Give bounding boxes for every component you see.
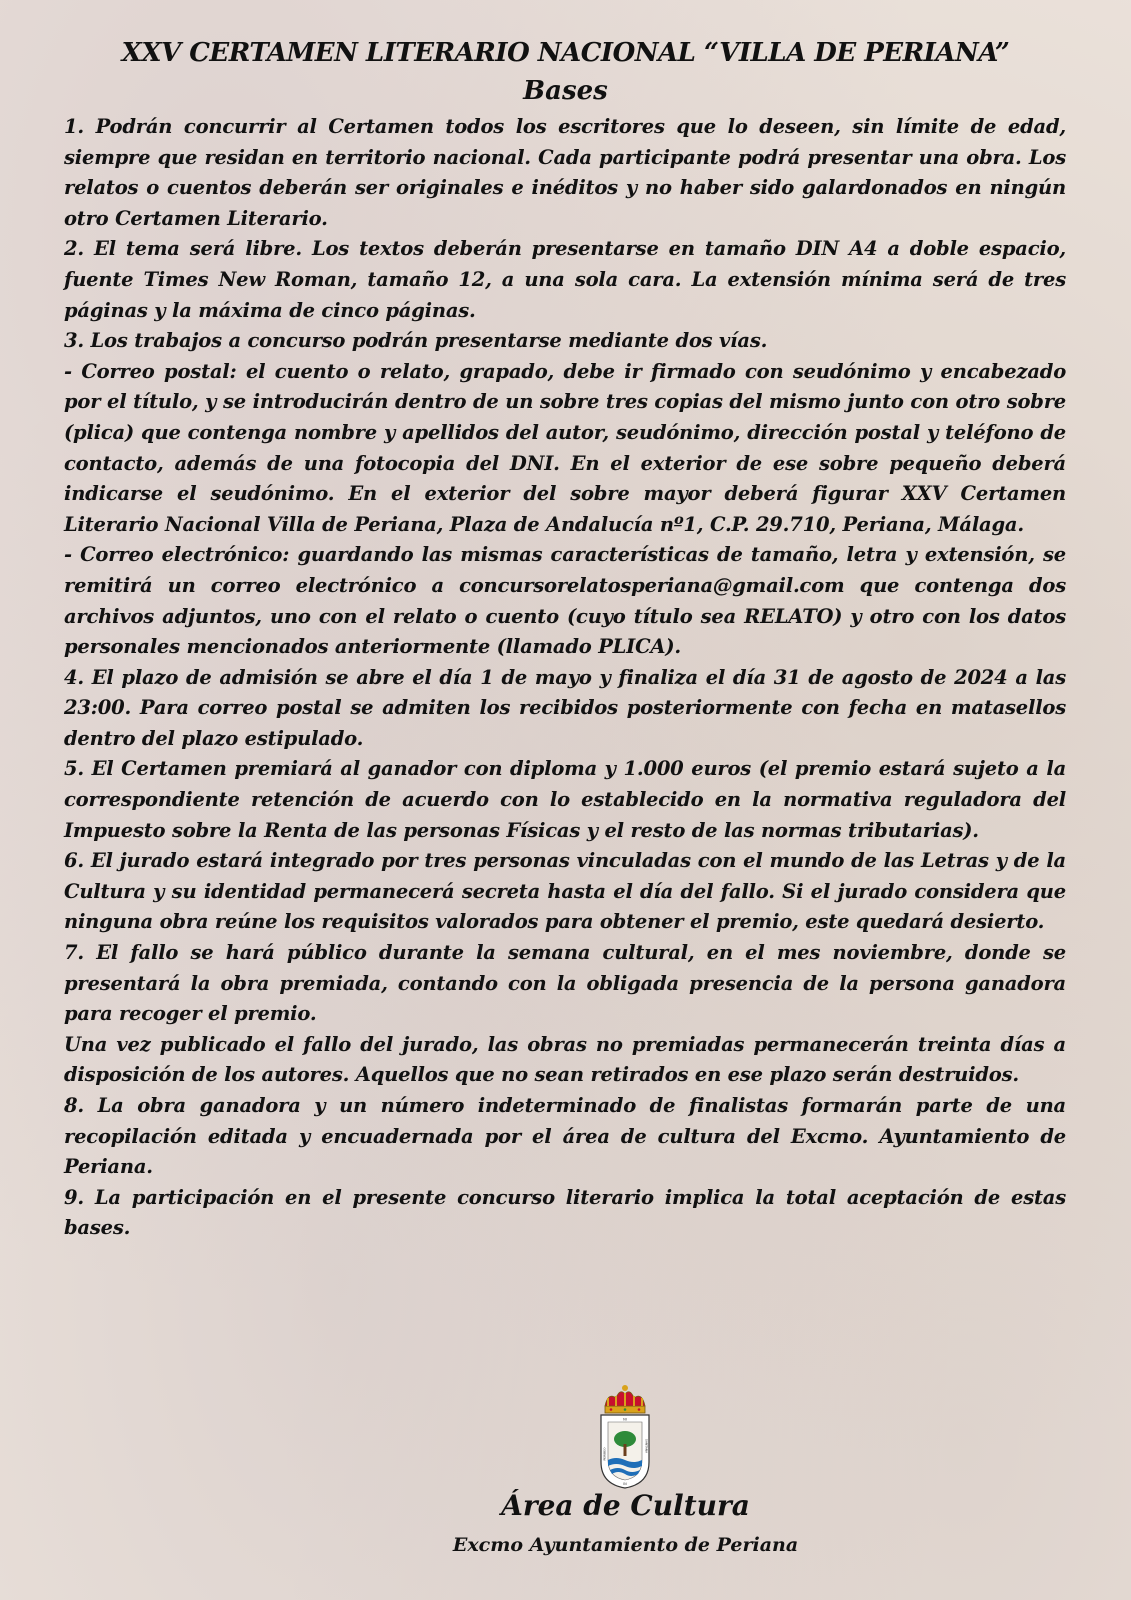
rule-paragraph: 9. La participación en el presente concurso literario implica la total aceptación de estas bases. [64, 1185, 1066, 1240]
rule-paragraph: 4. El plazo de admisión se abre el día 1 de mayo y finaliza el día 31 de agosto de 2024 a las 23:00. Para correo postal se admiten los recibidos posteriormente con fecha en matasellos dentro del plazo estipulado. [64, 665, 1066, 750]
document-subtitle: Bases [523, 76, 608, 106]
rule-paragraph: 8. La obra ganadora y un número indeterminado de finalistas formarán parte de una recopilación editada y encuadernada por el área de cultura del Excmo. Ayuntamiento de Periana. [64, 1094, 1066, 1179]
crest-text-top: NI [623, 1417, 627, 1422]
rule-paragraph: 1. Podrán concurrir al Certamen todos los escritores que lo deseen, sin límite de edad, siempre que residan en territorio nacional. Cada participante podrá presentar una obra. Los relatos o cuentos deberán ser originales e inéditos y no haber sido galardonados en ningún otro Certamen Literario. [64, 115, 1066, 230]
rule-paragraph: 2. El tema será libre. Los textos deberán presentarse en tamaño DIN A4 a doble espacio, fuente Times New Roman, tamaño 12, a una sola cara. La extensión mínima será de tres páginas y la máxima de cinco páginas. [64, 237, 1066, 322]
crest-text-bottom: IN [623, 1482, 627, 1486]
crest-text-right: SANTANA [644, 1438, 649, 1454]
crown-icon [605, 1385, 645, 1413]
rule-paragraph: 3. Los trabajos a concurso podrán presentarse mediante dos vías. [64, 329, 768, 353]
footer-subtitle: Excmo Ayuntamiento de Periana [452, 1534, 799, 1556]
rule-paragraph: - Correo postal: el cuento o relato, grapado, debe ir firmado con seudónimo y encabezado por el título, y se introducirán dentro de un sobre tres copias del mismo junto con otro sobre (plica) que contenga nombre y apellidos del autor, seudónimo, dirección postal y teléfono de contacto, además de una fotocopia del DNI. En el exterior de ese sobre pequeño deberá indicarse el seudónimo. En el exterior del sobre mayor deberá figurar XXV Certamen Literario Nacional Villa de Periana, Plaza de Andalucía nº1, C.P. 29.710, Periana, Málaga. [64, 359, 1066, 536]
rules-body [64, 112, 1066, 1244]
rule-paragraph: - Correo electrónico: guardando las mismas características de tamaño, letra y extensión, se remitirá un correo electrónico a concursorelatosperiana@gmail.com que contenga dos archivos adjuntos, uno con el relato o cuento (cuyo título sea RELATO) y otro con los datos personales mencionados anteriormente (llamado PLICA). [64, 543, 1066, 659]
rule-paragraph: 5. El Certamen premiará al ganador con diploma y 1.000 euros (el premio estará sujeto a la correspondiente retención de acuerdo con lo establecido en la normativa reguladora del Impuesto sobre la Renta de las personas Físicas y el resto de las normas tributarias). [64, 757, 1066, 842]
footer-title: Área de Cultura [501, 1489, 750, 1522]
crest-text-left: PERIBEO [602, 1447, 607, 1461]
coat-of-arms-icon [596, 1384, 654, 1490]
document-title: XXV CERTAMEN LITERARIO NACIONAL “VILLA DE PERIANA” [121, 38, 1010, 68]
rule-paragraph: Una vez publicado el fallo del jurado, las obras no premiadas permanecerán treinta días a disposición de los autores. Aquellos que no sean retirados en ese plazo serán destruidos. [64, 1032, 1066, 1087]
rule-paragraph: 7. El fallo se hará público durante la semana cultural, en el mes noviembre, donde se presentará la obra premiada, contando con la obligada presencia de la persona ganadora para recoger el premio. [64, 941, 1066, 1026]
rule-paragraph: 6. El jurado estará integrado por tres personas vinculadas con el mundo de las Letras y de la Cultura y su identidad permanecerá secreta hasta el día del fallo. Si el jurado considera que ninguna obra reúne los requisitos valorados para obtener el premio, este quedará desierto. [64, 849, 1066, 934]
